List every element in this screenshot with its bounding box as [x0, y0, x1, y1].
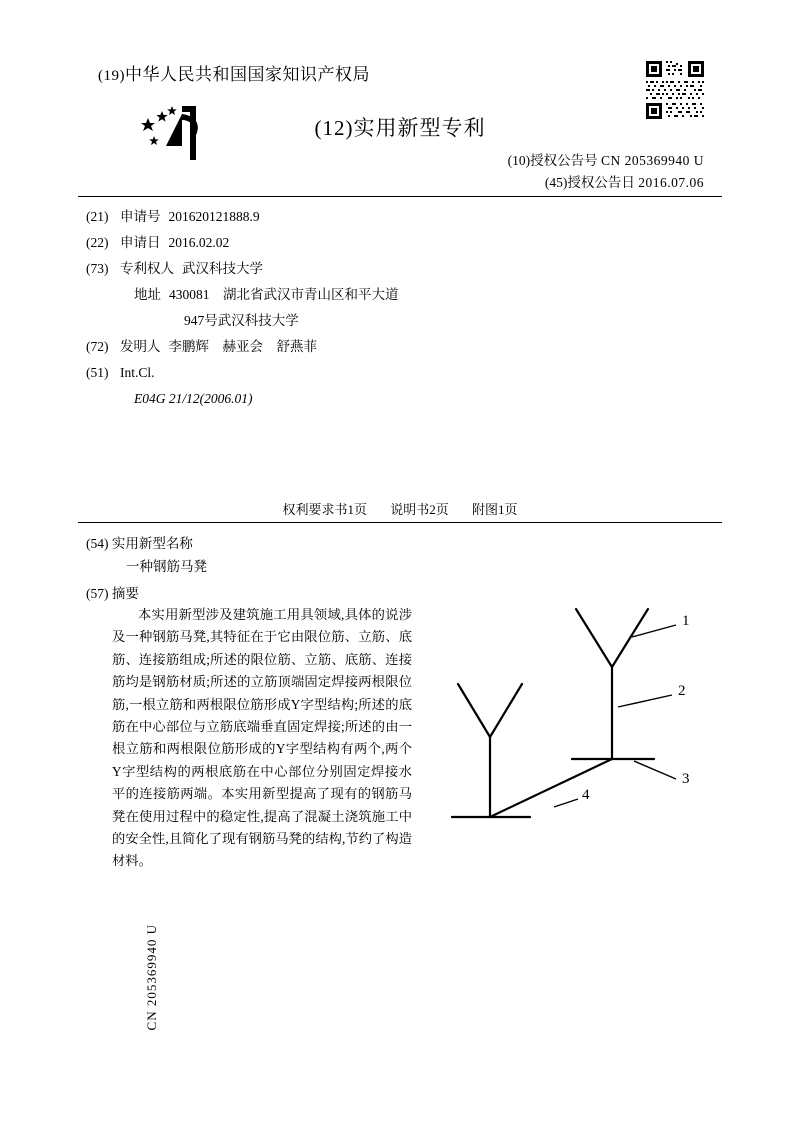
publication-date-value: 2016.07.06 — [638, 175, 704, 190]
patentee-label: 专利权人 — [120, 261, 174, 276]
abstract-text: 本实用新型涉及建筑施工用具领域,具体的说涉及一种钢筋马凳,其特征在于它由限位筋、立筋、底筋、连接筋组成;所述的限位筋、立筋、底筋、连接筋均是钢筋材质;所述的立筋顶端固定焊接两根限位筋,一根立筋和两根限位筋形成Y字型结构;所述的底筋在中心部位与立筋底端垂直固定焊接;所述的由一根立筋和两根限位筋形成的Y字型结构有两个,两个Y字型结构的两根底筋在中心部位分别固定焊接水平的连接筋两端。本实用新型提高了现有的钢筋马凳在使用过程中的稳定性,提高了混凝土浇筑施工中的安全性,且简化了现有钢筋马凳的结构,节约了构造材料。 — [112, 607, 412, 869]
header-divider — [78, 196, 722, 197]
inventors-code: (72) — [86, 339, 109, 354]
bibliographic-block — [86, 204, 716, 412]
description-count: 说明书2页 — [390, 502, 449, 517]
publication-number — [508, 149, 704, 169]
figure-label-1: 1 — [682, 613, 690, 629]
inventors-row — [86, 334, 716, 360]
title-row — [86, 532, 193, 552]
patentee-row — [86, 256, 716, 282]
office-name: 中华人民共和国国家知识产权局 — [125, 65, 370, 84]
page-counts — [78, 499, 722, 518]
inventors-value: 李鹏辉 赫亚会 舒燕菲 — [168, 339, 317, 354]
drawings-count: 附图1页 — [472, 502, 518, 517]
publication-date — [545, 171, 704, 191]
publication-number-value: CN 205369940 U — [600, 153, 704, 168]
application-number-value: 201620121888.9 — [168, 209, 260, 224]
publication-date-label: 授权公告日 — [567, 175, 635, 190]
invention-name: 一种钢筋马凳 — [126, 559, 207, 574]
application-number-label: 申请号 — [120, 209, 161, 224]
publication-number-code: (10) — [507, 153, 531, 168]
address-row — [86, 282, 716, 308]
office-code: (19) — [98, 68, 125, 84]
publication-number-label: 授权公告号 — [530, 153, 598, 168]
title-label: 实用新型名称 — [111, 536, 193, 551]
document-type — [78, 112, 722, 142]
address-label: 地址 — [134, 287, 161, 302]
patent-sheet — [78, 44, 722, 1084]
address-value: 430081 湖北省武汉市青山区和平大道 — [169, 287, 399, 302]
office-line — [98, 60, 370, 85]
page-title — [126, 555, 207, 575]
claims-count: 权利要求书1页 — [282, 502, 367, 517]
application-date-code: (22) — [86, 235, 109, 250]
address-value-continued: 947号武汉科技大学 — [184, 313, 299, 328]
publication-date-code: (45) — [544, 175, 568, 190]
side-publication-code: CN 205369940 U — [144, 924, 159, 1031]
abstract-label: 摘要 — [111, 586, 139, 601]
ipc-row — [86, 360, 716, 386]
application-date-row — [86, 230, 716, 256]
figure-label-3: 3 — [682, 771, 690, 787]
application-date-label: 申请日 — [120, 235, 161, 250]
qr-code-icon — [644, 59, 706, 121]
abstract-code: (57) — [86, 586, 109, 601]
patentee-code: (73) — [86, 261, 109, 276]
ipc-classification: E04G 21/12(2006.01) — [134, 391, 253, 406]
title-code: (54) — [86, 536, 109, 551]
document-type-code: (12) — [314, 116, 354, 140]
patentee-value: 武汉科技大学 — [182, 261, 263, 276]
ipc-label: Int.Cl. — [120, 365, 155, 380]
abstract-divider — [78, 522, 722, 523]
address-row-continued — [86, 308, 716, 334]
application-date-value: 2016.02.02 — [168, 235, 230, 250]
abstract-figure — [426, 589, 716, 849]
application-number-code: (21) — [86, 209, 109, 224]
inventors-label: 发明人 — [120, 339, 161, 354]
ipc-code: (51) — [86, 365, 109, 380]
application-number-row — [86, 204, 716, 230]
figure-label-4: 4 — [582, 787, 590, 803]
document-type-label: 实用新型专利 — [353, 116, 486, 140]
figure-label-2: 2 — [678, 683, 686, 699]
abstract-heading — [86, 582, 139, 602]
